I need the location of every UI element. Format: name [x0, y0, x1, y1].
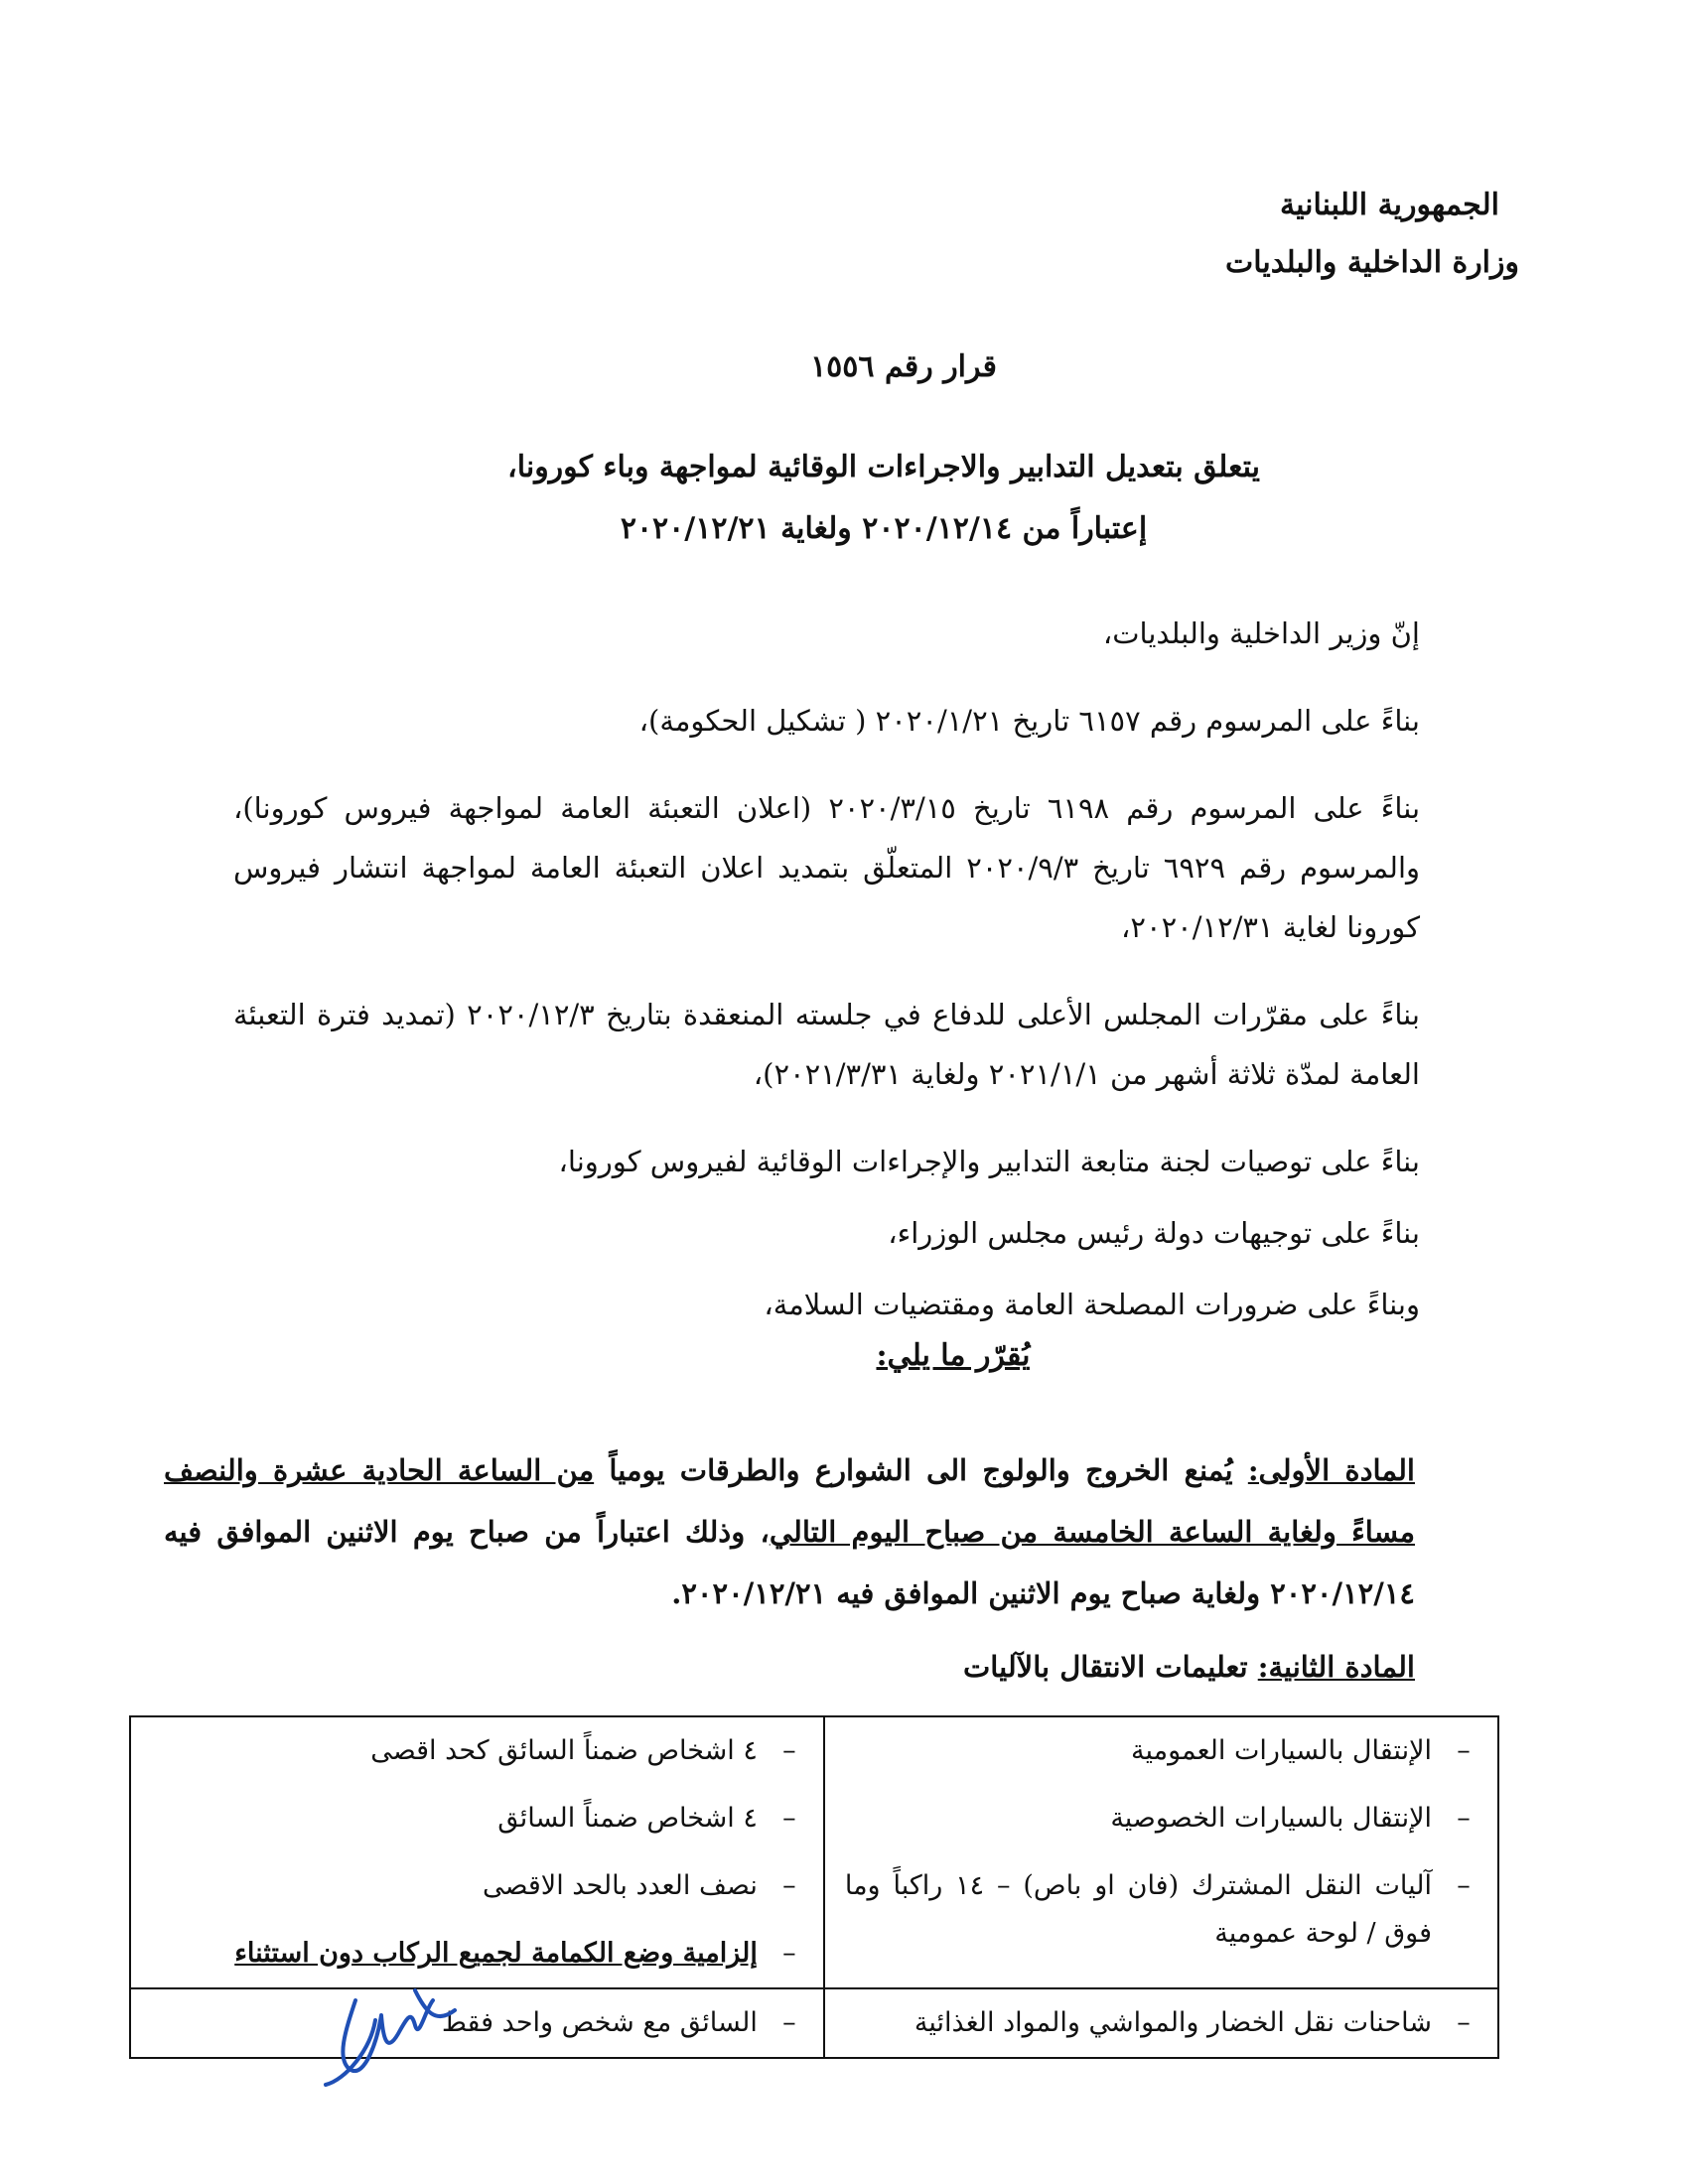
trucks-cell — [824, 1988, 1498, 2058]
preamble-public-interest: وبناءً على ضرورات المصلحة العامة ومقتضيات السلامة، — [764, 1288, 1420, 1321]
list-item: – الإنتقال بالسيارات الخصوصية — [825, 1785, 1497, 1852]
list-item: – إلزامية وضع الكمامة لجميع الركاب دون استثناء — [131, 1920, 823, 1987]
letterhead — [1224, 177, 1519, 292]
preamble-minister: إنّ وزير الداخلية والبلديات، — [1102, 616, 1420, 650]
limit-private-cars: ٤ اشخاص ضمناً السائق — [497, 1803, 758, 1834]
list-item: – ٤ اشخاص ضمناً السائق كحد اقصى — [131, 1717, 823, 1785]
vehicle-types-cell — [824, 1716, 1498, 1988]
preamble-prime-minister: بناءً على توجيهات دولة رئيس مجلس الوزراء، — [888, 1216, 1420, 1250]
list-item: – شاحنات نقل الخضار والمواشي والمواد الغذائية — [825, 1989, 1497, 2057]
limit-trucks: السائق مع شخص واحد فقط — [441, 2007, 758, 2038]
signature — [316, 1971, 465, 2090]
vehicle-shared-transport: آليات النقل المشترك (فان او باص) – ١٤ راكباً وما فوق / لوحة عمومية — [844, 1870, 1432, 1949]
limit-public-cars: ٤ اشخاص ضمناً السائق كحد اقصى — [370, 1735, 758, 1766]
preamble-committee: بناءً على توصيات لجنة متابعة التدابير والإجراءات الوقائية لفيروس كورونا، — [558, 1145, 1420, 1178]
article-1 — [164, 1439, 1415, 1624]
decides-heading — [0, 1338, 1688, 1373]
preamble-decree-government: بناءً على المرسوم رقم ٦١٥٧ تاريخ ٢٠٢٠/١/٢١ ( تشكيل الحكومة)، — [638, 704, 1420, 738]
mask-mandatory: إلزامية وضع الكمامة لجميع الركاب دون استثناء — [234, 1938, 758, 1969]
article-2 — [963, 1650, 1415, 1684]
article-1-part1: يُمنع الخروج والولوج الى الشوارع والطرقات يومياً — [609, 1453, 1233, 1487]
subject-line-1: يتعلق بتعديل التدابير والاجراءات الوقائية لمواجهة وباء كورونا، — [507, 450, 1260, 484]
decision-subject — [0, 437, 1688, 560]
list-item: – ٤ اشخاص ضمناً السائق — [131, 1785, 823, 1852]
preamble-defense-council: بناءً على مقرّرات المجلس الأعلى للدفاع في جلسته المنعقدة بتاريخ ٢٠٢٠/١٢/٣ (تمديد فترة التعبئة العامة لمدّة ثلاثة أشهر من ٢٠٢١/١/١ ولغاية ٢٠٢١/٣/٣١)، — [233, 998, 1420, 1091]
article-1-part3: ، وذلك اعتباراً من صباح يوم الاثنين الموافق فيه ٢٠٢٠/١٢/١٤ ولغاية صباح يوم الاثنين الموافق فيه ٢٠٢٠/١٢/٢١. — [164, 1515, 1415, 1610]
article-2-title: المادة الثانية: — [1257, 1650, 1415, 1684]
subject-line-2: إعتباراً من ٢٠٢٠/١٢/١٤ ولغاية ٢٠٢٠/١٢/٢١ — [620, 511, 1148, 546]
article-2-text: تعليمات الانتقال بالآليات — [962, 1650, 1248, 1684]
article-1-curfew-hours: من الساعة الحادية عشرة والنصف مساءً ولغاية الساعة الخامسة من صباح اليوم التالي — [164, 1453, 1415, 1549]
list-item: – السائق مع شخص واحد فقط — [131, 1989, 823, 2057]
letterhead-country: الجمهورية اللبنانية — [1279, 188, 1499, 222]
limit-shared-transport: نصف العدد بالحد الاقصى — [482, 1870, 758, 1901]
preamble-decree-mobilization: بناءً على المرسوم رقم ٦١٩٨ تاريخ ٢٠٢٠/٣/١٥ (اعلان التعبئة العامة لمواجهة فيروس كورونا)، والمرسوم رقم ٦٩٢٩ تاريخ ٢٠٢٠/٩/٣ المتعلّق بتمديد اعلان التعبئة العامة لمواجهة انتشار فيروس كورونا لغاية ٢٠٢٠/١٢/٣١، — [233, 791, 1421, 944]
vehicle-private-cars: الإنتقال بالسيارات الخصوصية — [1110, 1803, 1432, 1834]
list-item: – آليات النقل المشترك (فان او باص) – ١٤ راكباً وما فوق / لوحة عمومية — [825, 1852, 1497, 1968]
table-row — [130, 1716, 1498, 1988]
letterhead-ministry: وزارة الداخلية والبلديات — [1224, 245, 1519, 280]
list-item: – نصف العدد بالحد الاقصى — [131, 1852, 823, 1920]
decides-text: يُقرّر ما يلي: — [876, 1338, 1031, 1373]
vehicle-trucks: شاحنات نقل الخضار والمواشي والمواد الغذائية — [914, 2007, 1432, 2038]
list-item: – الإنتقال بالسيارات العمومية — [825, 1717, 1497, 1785]
preamble — [233, 604, 1420, 1346]
vehicle-public-cars: الإنتقال بالسيارات العمومية — [1130, 1735, 1432, 1766]
passenger-limits-cell — [130, 1716, 824, 1988]
trucks-limit-cell — [130, 1988, 824, 2058]
decision-number: قرار رقم ١٥٥٦ — [810, 349, 997, 384]
article-1-title: المادة الأولى: — [1247, 1453, 1415, 1487]
